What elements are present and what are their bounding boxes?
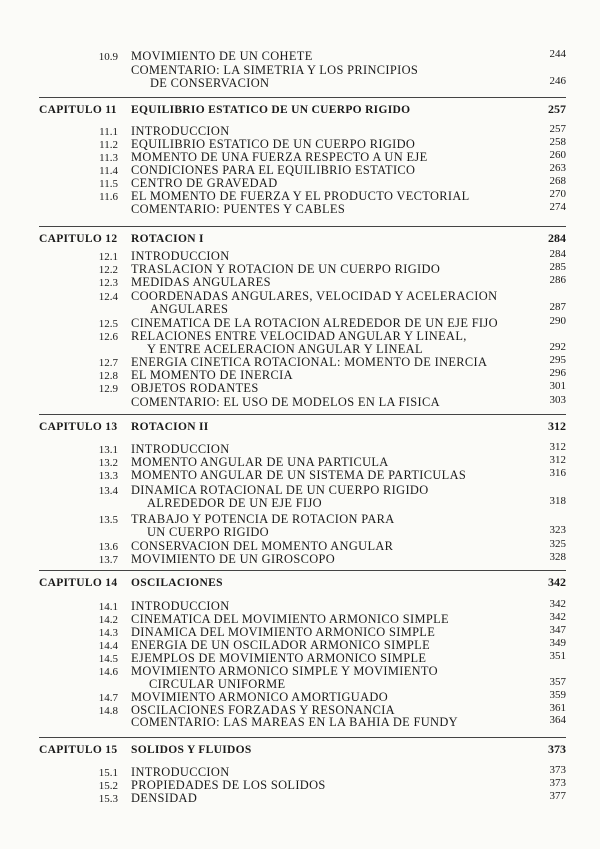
entry-page-number: 303 xyxy=(549,394,566,406)
entry-page-number: 258 xyxy=(549,136,566,148)
section-number: 15.3 xyxy=(98,793,118,805)
section-number: 12.2 xyxy=(98,264,118,276)
entry-title: OSCILACIONES FORZADAS Y RESONANCIA xyxy=(131,703,395,717)
section-number: 11.3 xyxy=(99,152,118,164)
chapter-label: CAPITULO 12 xyxy=(39,233,118,245)
chapter-divider xyxy=(39,414,566,415)
entry-title: INTRODUCCION xyxy=(131,442,230,456)
entry-title: EJEMPLOS DE MOVIMIENTO ARMONICO SIMPLE xyxy=(131,651,427,665)
chapter-label: CAPITULO 14 xyxy=(39,577,118,589)
section-number: 11.6 xyxy=(99,191,118,203)
section-number: 13.7 xyxy=(98,554,118,566)
entry-title: MOMENTO ANGULAR DE UN SISTEMA DE PARTICULAS xyxy=(131,468,467,482)
entry-title: COORDENADAS ANGULARES, VELOCIDAD Y ACELERACION xyxy=(131,289,498,303)
section-number: 14.4 xyxy=(98,640,118,652)
section-number: 12.6 xyxy=(98,331,118,343)
chapter-page-number: 312 xyxy=(548,419,566,433)
entry-page-number: 349 xyxy=(549,637,566,649)
entry-title: OBJETOS RODANTES xyxy=(131,381,259,395)
entry-title: MOVIMIENTO ARMONICO SIMPLE Y MOVIMIENTO xyxy=(131,664,438,678)
entry-title: DINAMICA ROTACIONAL DE UN CUERPO RIGIDO xyxy=(131,483,429,497)
entry-title: EQUILIBRIO ESTATICO DE UN CUERPO RIGIDO xyxy=(131,137,416,151)
entry-title: MOMENTO DE UNA FUERZA RESPECTO A UN EJE xyxy=(131,150,428,164)
entry-title: CENTRO DE GRAVEDAD xyxy=(131,176,278,190)
entry-page-number: 377 xyxy=(549,790,566,802)
section-number: 14.7 xyxy=(98,692,118,704)
entry-title-continuation: Y ENTRE ACELERACION ANGULAR Y LINEAL xyxy=(147,342,423,356)
entry-title: COMENTARIO: EL USO DE MODELOS EN LA FISICA xyxy=(131,395,440,409)
section-number: 13.3 xyxy=(98,470,118,482)
entry-title: EL MOMENTO DE INERCIA xyxy=(131,368,293,382)
section-number: 11.5 xyxy=(99,178,118,190)
entry-page-number: 244 xyxy=(549,48,566,60)
entry-page-number: 373 xyxy=(549,764,566,776)
entry-title: MOVIMIENTO DE UN COHETE xyxy=(131,49,313,63)
chapter-title: ROTACION I xyxy=(131,233,204,245)
section-number: 14.2 xyxy=(98,614,118,626)
entry-page-number: 359 xyxy=(549,689,566,701)
entry-title: DENSIDAD xyxy=(131,791,198,805)
entry-page-number: 364 xyxy=(549,714,566,726)
entry-page-number: 257 xyxy=(549,123,566,135)
chapter-title: ROTACION II xyxy=(131,421,209,433)
entry-title-continuation: CIRCULAR UNIFORME xyxy=(149,677,286,691)
entry-title: TRASLACION Y ROTACION DE UN CUERPO RIGIDO xyxy=(131,262,441,276)
section-number: 12.5 xyxy=(98,318,118,330)
entry-title-continuation: ALREDEDOR DE UN EJE FIJO xyxy=(147,496,322,510)
entry-page-number: 342 xyxy=(549,611,566,623)
entry-page-number: 290 xyxy=(549,315,566,327)
section-number: 13.1 xyxy=(98,444,118,456)
chapter-label: CAPITULO 11 xyxy=(39,104,117,116)
section-number: 11.1 xyxy=(99,126,118,138)
chapter-page-number: 342 xyxy=(548,575,566,589)
entry-title: COMENTARIO: PUENTES Y CABLES xyxy=(131,202,346,216)
entry-page-number: 312 xyxy=(549,454,566,466)
chapter-divider xyxy=(39,226,566,227)
entry-page-number: 325 xyxy=(549,538,566,550)
chapter-page-number: 284 xyxy=(548,231,566,245)
entry-page-number: 286 xyxy=(549,274,566,286)
entry-title-continuation: UN CUERPO RIGIDO xyxy=(147,525,269,539)
chapter-title: SOLIDOS Y FLUIDOS xyxy=(131,744,252,756)
entry-page-number: 274 xyxy=(549,201,566,213)
entry-page-number: 268 xyxy=(549,175,566,187)
entry-page-number: 301 xyxy=(549,380,566,392)
section-number: 14.3 xyxy=(98,627,118,639)
section-number: 11.2 xyxy=(99,139,118,151)
chapter-title: EQUILIBRIO ESTATICO DE UN CUERPO RIGIDO xyxy=(131,104,411,116)
entry-page-number: 342 xyxy=(549,598,566,610)
entry-page-number: 323 xyxy=(549,524,566,536)
entry-title-continuation: ANGULARES xyxy=(150,302,229,316)
chapter-divider xyxy=(39,570,566,571)
entry-title: CINEMATICA DE LA ROTACION ALREDEDOR DE UN EJE FIJO xyxy=(131,316,498,330)
entry-title: PROPIEDADES DE LOS SOLIDOS xyxy=(131,778,326,792)
entry-title: MOMENTO ANGULAR DE UNA PARTICULA xyxy=(131,455,389,469)
entry-page-number: 284 xyxy=(549,248,566,260)
chapter-title: OSCILACIONES xyxy=(131,577,223,589)
section-number: 13.5 xyxy=(98,514,118,526)
entry-title: ENERGIA DE UN OSCILADOR ARMONICO SIMPLE xyxy=(131,638,430,652)
entry-page-number: 292 xyxy=(549,341,566,353)
section-number: 14.6 xyxy=(98,666,118,678)
entry-title: INTRODUCCION xyxy=(131,124,230,138)
section-number: 12.9 xyxy=(98,383,118,395)
chapter-divider xyxy=(39,97,566,98)
entry-page-number: 312 xyxy=(549,441,566,453)
entry-title: ENERGIA CINETICA ROTACIONAL: MOMENTO DE INERCIA xyxy=(131,355,488,369)
entry-title: INTRODUCCION xyxy=(131,765,230,779)
entry-title: INTRODUCCION xyxy=(131,599,230,613)
entry-title: EL MOMENTO DE FUERZA Y EL PRODUCTO VECTORIAL xyxy=(131,189,470,203)
chapter-label: CAPITULO 13 xyxy=(39,421,118,433)
entry-page-number: 347 xyxy=(549,624,566,636)
entry-title: CINEMATICA DEL MOVIMIENTO ARMONICO SIMPLE xyxy=(131,612,449,626)
section-number: 13.2 xyxy=(98,457,118,469)
entry-title: INTRODUCCION xyxy=(131,249,230,263)
section-number: 14.1 xyxy=(98,601,118,613)
section-number: 12.1 xyxy=(98,251,118,263)
section-number: 11.4 xyxy=(99,165,118,177)
chapter-page-number: 257 xyxy=(548,102,566,116)
section-number: 12.7 xyxy=(98,357,118,369)
section-number: 12.8 xyxy=(98,370,118,382)
section-number: 10.9 xyxy=(98,51,118,63)
section-number: 13.6 xyxy=(98,541,118,553)
section-number: 13.4 xyxy=(98,485,118,497)
section-number: 14.5 xyxy=(98,653,118,665)
entry-page-number: 295 xyxy=(549,354,566,366)
entry-page-number: 328 xyxy=(549,551,566,563)
entry-title: CONDICIONES PARA EL EQUILIBRIO ESTATICO xyxy=(131,163,416,177)
entry-title: MOVIMIENTO DE UN GIROSCOPO xyxy=(131,552,336,566)
entry-page-number: 361 xyxy=(549,702,566,714)
entry-title-continuation: DE CONSERVACION xyxy=(150,76,270,90)
entry-page-number: 296 xyxy=(549,367,566,379)
entry-title: RELACIONES ENTRE VELOCIDAD ANGULAR Y LINEAL, xyxy=(131,329,467,343)
chapter-label: CAPITULO 15 xyxy=(39,744,118,756)
entry-page-number: 246 xyxy=(549,75,566,87)
entry-title: MEDIDAS ANGULARES xyxy=(131,275,271,289)
section-number: 12.3 xyxy=(98,277,118,289)
entry-title: CONSERVACION DEL MOMENTO ANGULAR xyxy=(131,539,394,553)
entry-title: DINAMICA DEL MOVIMIENTO ARMONICO SIMPLE xyxy=(131,625,436,639)
entry-title: MOVIMIENTO ARMONICO AMORTIGUADO xyxy=(131,690,389,704)
entry-page-number: 357 xyxy=(549,676,566,688)
entry-page-number: 373 xyxy=(549,777,566,789)
chapter-divider xyxy=(39,737,566,738)
entry-page-number: 351 xyxy=(549,650,566,662)
section-number: 12.4 xyxy=(98,291,118,303)
entry-page-number: 318 xyxy=(549,495,566,507)
section-number: 15.1 xyxy=(98,767,118,779)
section-number: 15.2 xyxy=(98,780,118,792)
entry-page-number: 270 xyxy=(549,188,566,200)
entry-title: COMENTARIO: LAS MAREAS EN LA BAHIA DE FUNDY xyxy=(131,715,458,729)
entry-page-number: 285 xyxy=(549,261,566,273)
entry-title: TRABAJO Y POTENCIA DE ROTACION PARA xyxy=(131,512,395,526)
entry-page-number: 260 xyxy=(549,149,566,161)
entry-title: COMENTARIO: LA SIMETRIA Y LOS PRINCIPIOS xyxy=(131,63,419,77)
entry-page-number: 287 xyxy=(549,301,566,313)
entry-page-number: 263 xyxy=(549,162,566,174)
section-number: 14.8 xyxy=(98,705,118,717)
chapter-page-number: 373 xyxy=(548,742,566,756)
entry-page-number: 316 xyxy=(549,467,566,479)
